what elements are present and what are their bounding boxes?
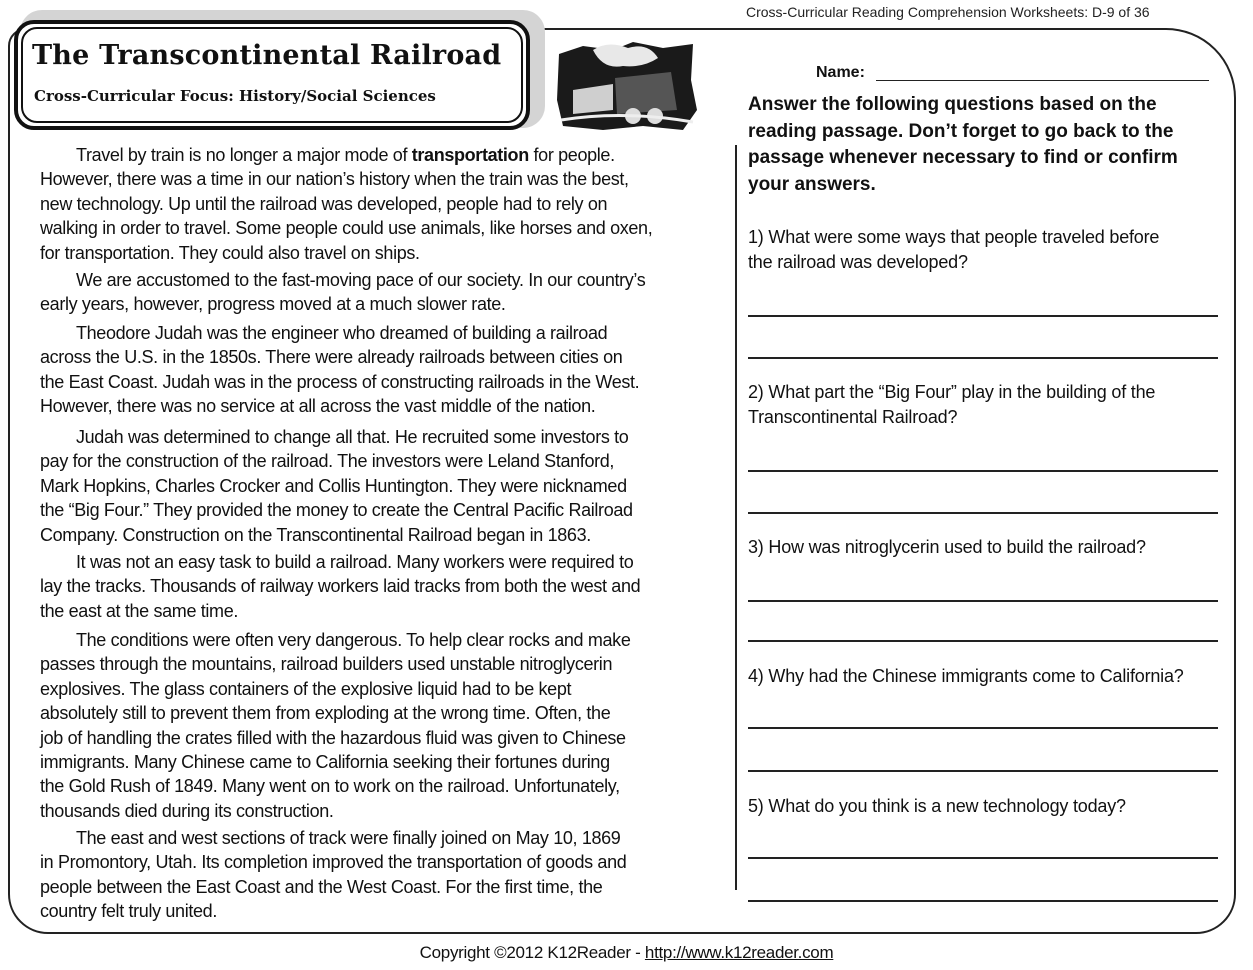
passage-line: for transportation. They could also travel on ships. — [40, 242, 420, 263]
passage-line: the Gold Rush of 1849. Many went on to work on the railroad. Unfortunately, — [40, 776, 620, 797]
passage-line: The conditions were often very dangerous. To help clear rocks and make — [76, 630, 631, 650]
column-divider — [735, 145, 737, 890]
passage-line: Company. Construction on the Transcontinental Railroad began in 1863. — [40, 524, 591, 545]
passage-paragraph — [40, 268, 645, 317]
passage-line: thousands died during its construction. — [40, 800, 334, 821]
question-text: 5) What do you think is a new technology today? — [748, 796, 1126, 816]
instructions: Answer the following questions based on the reading passage. Don’t forget to go back to the passage whenever necessary to find or confirm your answers. — [748, 94, 1178, 196]
question-4 — [748, 664, 1184, 689]
passage-line: However, there was a time in our nation’s history when the train was the best, — [40, 169, 629, 190]
question-3 — [748, 535, 1146, 560]
passage-line: However, there was no service at all across the vast middle of the nation. — [40, 396, 596, 417]
title-box — [14, 20, 530, 130]
passage-line: new technology. Up until the railroad was developed, people had to rely on — [40, 193, 608, 214]
page-title: The Transcontinental Railroad — [32, 40, 502, 71]
answer-line-3[interactable] — [748, 600, 1218, 602]
answer-line-1[interactable] — [748, 357, 1218, 359]
passage-line: pay for the construction of the railroad. The investors were Leland Stanford, — [40, 451, 615, 472]
website-link[interactable]: http://www.k12reader.com — [644, 943, 834, 962]
question-text: 4) Why had the Chinese immigrants come to California? — [748, 666, 1184, 686]
footer — [0, 943, 1253, 963]
passage-line: across the U.S. in the 1850s. There were already railroads between cities on — [40, 347, 623, 368]
page-subtitle: Cross-Curricular Focus: History/Social Sciences — [34, 87, 436, 105]
question-1 — [748, 225, 1159, 275]
question-text: 2) What part the “Big Four” play in the building of the — [748, 382, 1156, 402]
passage-line: absolutely still to prevent them from exploding at the wrong time. Often, the — [40, 703, 611, 724]
passage-paragraph — [40, 628, 631, 823]
passage-paragraph — [40, 143, 652, 265]
passage-line: the “Big Four.” They provided the money to create the Central Pacific Railroad — [40, 500, 633, 521]
passage-line: Judah was determined to change all that. He recruited some investors to — [76, 427, 629, 447]
train-illustration-icon — [553, 40, 699, 132]
passage-paragraph — [40, 550, 640, 623]
passage-line: Theodore Judah was the engineer who dreamed of building a railroad — [76, 323, 608, 343]
answer-line-5[interactable] — [748, 900, 1218, 902]
answer-line-4[interactable] — [748, 727, 1218, 729]
question-5 — [748, 794, 1126, 819]
answer-line-2[interactable] — [748, 512, 1218, 514]
passage-line: It was not an easy task to build a railroad. Many workers were required to — [76, 552, 634, 572]
question-text: 1) What were some ways that people traveled before — [748, 227, 1160, 247]
worksheet-series-label: Cross-Curricular Reading Comprehension Worksheets: D-9 of 36 — [746, 4, 1150, 20]
copyright-text: Copyright ©2012 K12Reader - — [419, 943, 645, 962]
passage-paragraph — [40, 826, 626, 924]
passage-line: country felt truly united. — [40, 901, 217, 922]
passage-line: We are accustomed to the fast-moving pace of our society. In our country’s — [76, 270, 646, 290]
name-label: Name: — [816, 64, 865, 81]
passage-paragraph — [40, 321, 639, 419]
passage-line: job of handling the crates filled with the hazardous fluid was given to Chinese — [40, 727, 626, 748]
passage-line: people between the East Coast and the West Coast. For the first time, the — [40, 876, 603, 897]
question-2 — [748, 380, 1155, 430]
passage-line: walking in order to travel. Some people could use animals, like horses and oxen, — [40, 218, 653, 239]
passage-line: passes through the mountains, railroad builders used unstable nitroglycerin — [40, 654, 613, 675]
answer-line-4[interactable] — [748, 770, 1218, 772]
question-text: Transcontinental Railroad? — [748, 407, 958, 427]
passage-line: the east at the same time. — [40, 600, 239, 621]
question-text: the railroad was developed? — [748, 252, 968, 272]
passage-paragraph — [40, 425, 633, 547]
passage-line: Travel by train is no longer a major mode of transportation for people. — [76, 145, 615, 165]
passage-line: in Promontory, Utah. Its completion improved the transportation of goods and — [40, 852, 627, 873]
question-text: 3) How was nitroglycerin used to build the railroad? — [748, 537, 1146, 557]
passage-line: immigrants. Many Chinese came to California seeking their fortunes during — [40, 752, 610, 773]
name-field[interactable] — [876, 80, 1209, 81]
passage-line: Mark Hopkins, Charles Crocker and Collis Huntington. They were nicknamed — [40, 475, 627, 496]
passage-line: explosives. The glass containers of the explosive liquid had to be kept — [40, 678, 572, 699]
passage-line: lay the tracks. Thousands of railway workers laid tracks from both the west and — [40, 576, 641, 597]
answer-line-1[interactable] — [748, 315, 1218, 317]
passage-line: the East Coast. Judah was in the process of constructing railroads in the West. — [40, 371, 640, 392]
answer-line-5[interactable] — [748, 857, 1218, 859]
answer-line-2[interactable] — [748, 470, 1218, 472]
passage-line: The east and west sections of track were finally joined on May 10, 1869 — [76, 828, 621, 848]
answer-line-3[interactable] — [748, 640, 1218, 642]
passage-line: early years, however, progress moved at a much slower rate. — [40, 294, 506, 315]
